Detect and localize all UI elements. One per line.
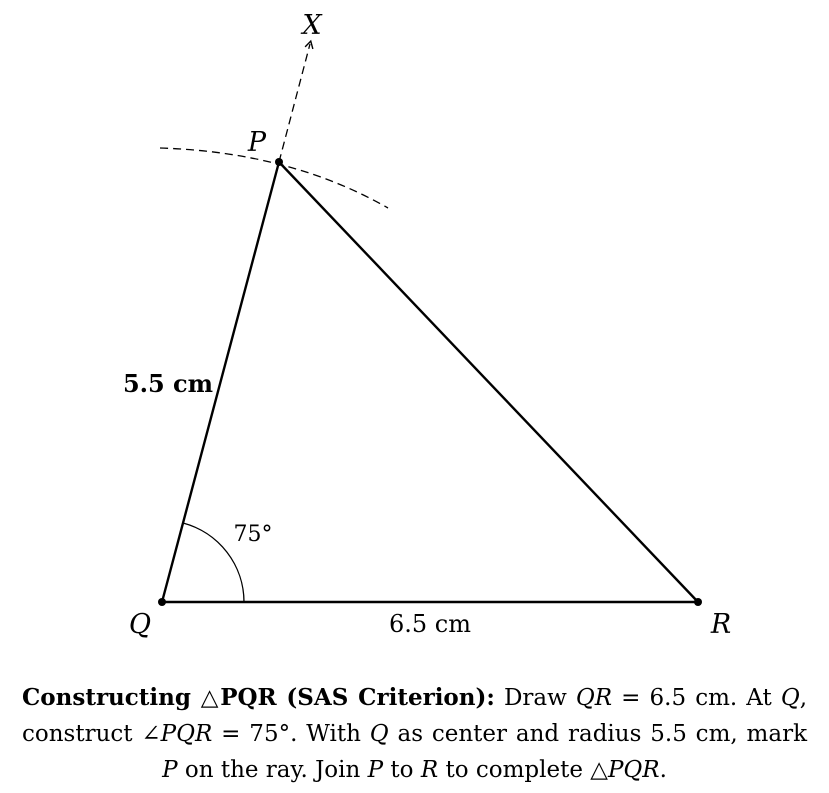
label-x: X [302, 10, 322, 41]
caption-text: Draw [494, 685, 576, 711]
caption-math: QR [575, 685, 613, 711]
caption-math: Q [369, 721, 389, 747]
caption-text: , construct ∠ [22, 685, 807, 747]
vertex-r [694, 598, 702, 606]
caption [22, 680, 807, 788]
caption-title: Constructing △PQR (SAS Criterion): [22, 684, 495, 711]
vertex-p [275, 158, 283, 166]
caption-math: Q [780, 685, 800, 711]
caption-text: to [383, 757, 421, 783]
measure-angle-q: 75° [233, 522, 273, 547]
caption-text: . [659, 757, 667, 783]
caption-text: = 75°. With [212, 721, 370, 747]
caption-math: PQR [160, 721, 213, 747]
caption-math: P [162, 757, 178, 783]
caption-math: P [367, 757, 384, 783]
label-p: P [247, 127, 267, 158]
side-pr [279, 162, 698, 602]
caption-text: to complete △ [438, 757, 608, 783]
caption-text: = 6.5 cm. At [612, 685, 781, 711]
ray-qx [279, 44, 310, 162]
caption-text: as center and radius 5.5 cm, mark [388, 721, 808, 747]
caption-math: PQR [607, 757, 660, 783]
caption-text: on the ray. Join [177, 757, 368, 783]
measure-qr: 6.5 cm [389, 610, 471, 638]
label-q: Q [128, 609, 152, 640]
vertex-q [158, 598, 166, 606]
caption-math: R [420, 757, 439, 783]
label-r: R [710, 609, 732, 640]
measure-qp: 5.5 cm [122, 369, 214, 398]
